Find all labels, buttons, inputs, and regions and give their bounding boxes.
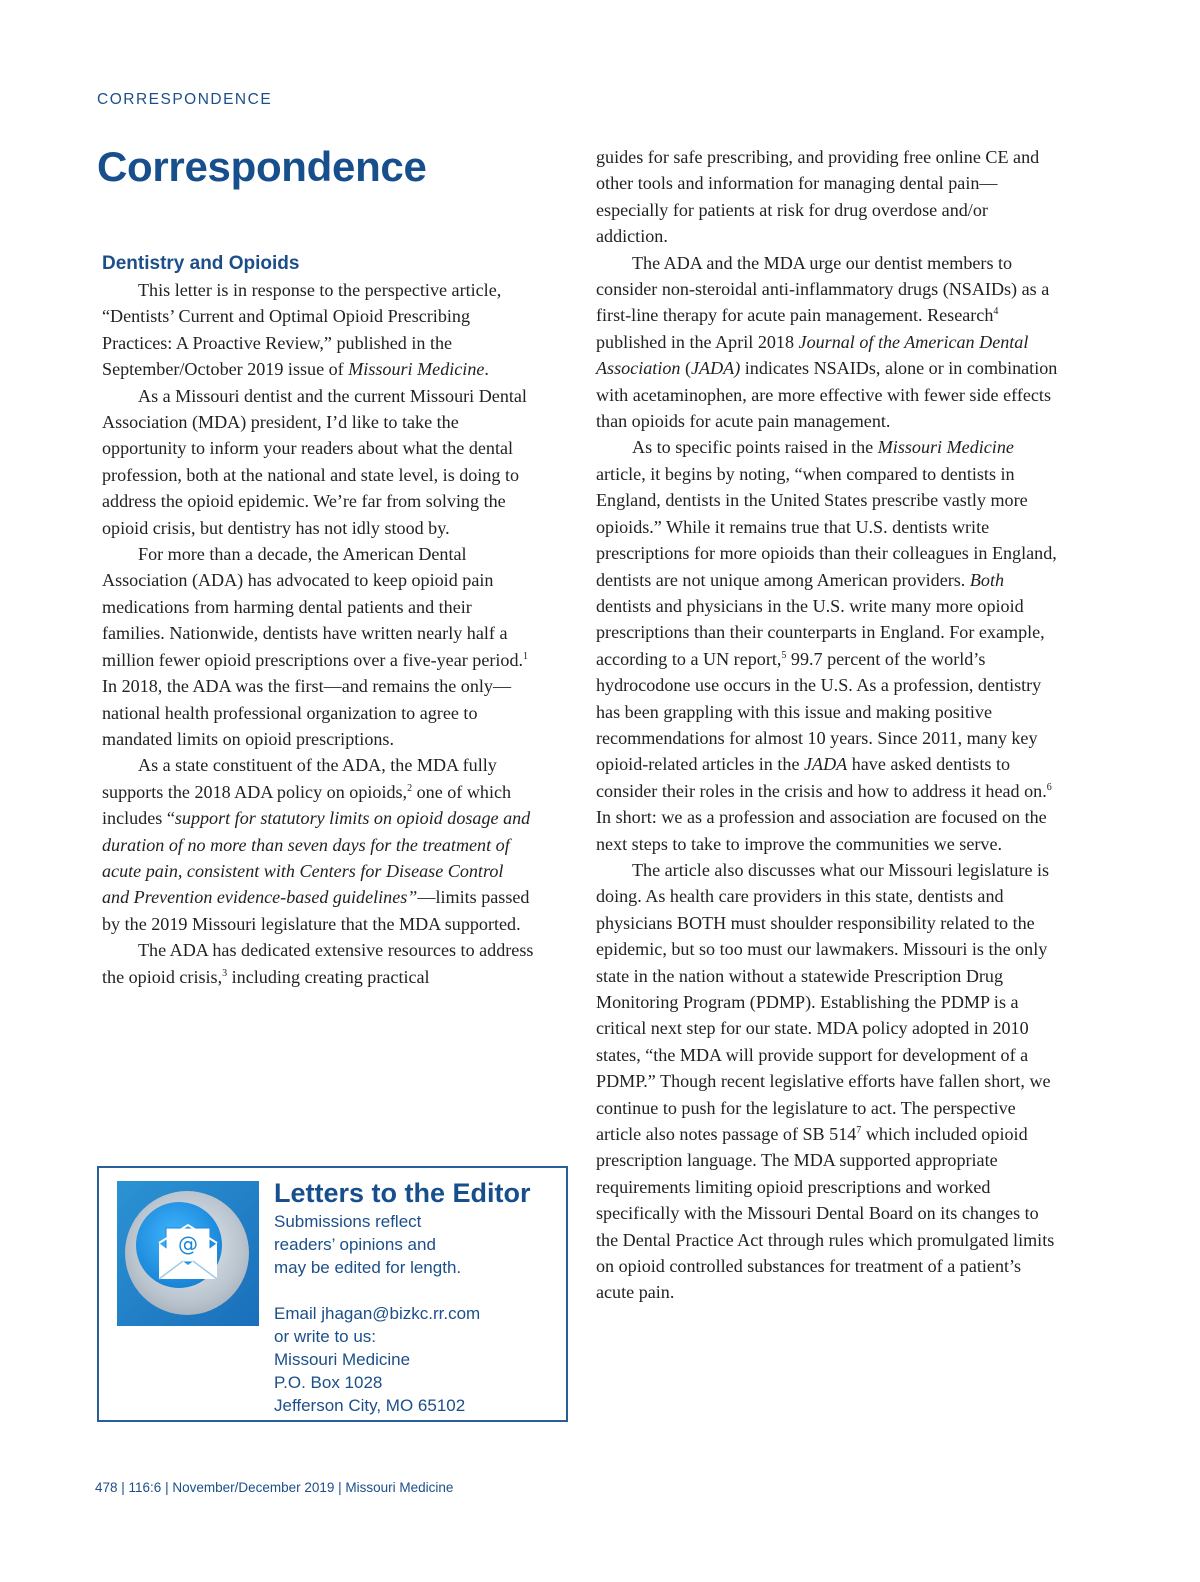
paragraph-4: As a state constituent of the ADA, the MDA fully supports the 2018 ADA policy on opioids,$^2$ one of which includes “support for statutory limits on opioid dosage and duration of no more than seven days for the treatment of acute pain, consistent with Centers for Disease Control and Prevention evidence-based guidelines”—limits passed by the 2019 Missouri legislature that the MDA supported. [102,755,531,934]
letters-email[interactable]: Email jhagan@bizkc.rr.com [274,1304,481,1323]
letters-desc-line: Submissions reflect [274,1212,422,1231]
address-line: Jefferson City, MO 65102 [274,1396,466,1415]
letters-to-editor-box [97,1166,568,1422]
paragraph-7: As to specific points raised in the Missouri Medicine article, it begins by noting, “when compared to dentists in England, dentists in the United States prescribe vastly more opioids.” While it remains true that U.S. dentists write prescriptions for more opioids than their colleagues in England, dentists are not unique among American providers. Both dentists and physicians in the U.S. write many more opioid prescriptions than their counterparts in England. For example, according to a UN report,$^5$ 99.7 percent of the world’s hydrocodone use occurs in the U.S. As a profession, dentistry has been grappling with this issue and making positive recommendations for almost 10 years. Since 2011, many key opioid-related articles in the JADA have asked dentists to consider their roles in the crisis and how to address it head on.$^6$ In short: we as a profession and association are focused on the next steps to take to improve the communities we serve. [596,437,1057,854]
article-right-column [596,144,1058,1306]
paragraph-3: For more than a decade, the American Dental Association (ADA) has advocated to keep opioid pain medications from harming dental patients and their families. Nationwide, dentists have written nearly half a million fewer opioid prescriptions over a five-year period.$^1$ In 2018, the ADA was the first—and remains the only—national health professional organization to agree to mandated limits on opioid prescriptions. [102,544,529,749]
letters-write-line: or write to us: [274,1327,377,1346]
footnote-ref: 5 [781,649,787,661]
paragraph-2: As a Missouri dentist and the current Missouri Dental Association (MDA) president, I’d like to take the opportunity to inform your readers about what the dental profession, both at the national and state level, is doing to address the opioid epidemic. We’re far from solving the opioid crisis, but dentistry has not idly stood by. [102,385,527,538]
paragraph-6: The ADA and the MDA urge our dentist members to consider non-steroidal anti-inflammatory drugs (NSAIDs) as a first-line therapy for acute pain management. Research$^4$ published in the April 2018 Journal of the American Dental Association (JADA) indicates NSAIDs, alone or in combination with acetaminophen, are more effective with fewer side effects than opioids for acute pain management. [596,252,1058,432]
email-envelope-icon [117,1181,259,1326]
footnote-ref: 7 [856,1125,862,1137]
footnote-ref: 2 [407,782,413,794]
article-subhead: Dentistry and Opioids [102,253,300,274]
letters-text [274,1176,564,1417]
svg-text:@: @ [178,1232,198,1256]
page-footer: 478 | 116:6 | November/December 2019 | Missouri Medicine [95,1480,454,1495]
letters-title: Letters to the Editor [274,1178,531,1208]
footnote-ref: 3 [222,967,228,979]
footnote-ref: 4 [993,306,999,318]
article-left-column [102,251,534,990]
paragraph-1: This letter is in response to the perspective article, “Dentists’ Current and Optimal Opioid Prescribing Practices: A Proactive Review,” published in the September/October 2019 issue of Missouri Medicine. [102,280,502,380]
letters-desc-line: may be edited for length. [274,1258,462,1277]
paragraph-5: The ADA has dedicated extensive resources to address the opioid crisis,$^3$ including creating practical [102,940,534,987]
address-line: Missouri Medicine [274,1350,411,1369]
address-line: P.O. Box 1028 [274,1373,383,1392]
section-label: CORRESPONDENCE [97,91,273,108]
footnote-ref: 1 [523,650,529,662]
letters-desc-line: readers’ opinions and [274,1235,436,1254]
paragraph-5-continued: guides for safe prescribing, and providing free online CE and other tools and information for managing dental pain—especially for patients at risk for drug overdose and/or addiction. [596,147,1040,247]
page-title: Correspondence [97,143,427,190]
footnote-ref: 6 [1046,781,1052,793]
paragraph-8: The article also discusses what our Missouri legislature is doing. As health care providers in this state, dentists and physicians BOTH must shoulder responsibility related to the epidemic, but so too must our lawmakers. Missouri is the only state in the nation without a statewide Prescription Drug Monitoring Program (PDMP). Establishing the PDMP is a critical next step for our state. MDA policy adopted in 2010 states, “the MDA will provide support for development of a PDMP.” Though recent legislative efforts have fallen short, we continue to push for the legislature to act. The perspective article also notes passage of SB $514^7$ which included opioid prescription language. The MDA supported appropriate requirements limiting opioid prescriptions and worked specifically with the Missouri Dental Board on its changes to the Dental Practice Act through rules which promulgated limits on opioid controlled substances for treatment of a patient’s acute pain. [596,859,1055,1303]
